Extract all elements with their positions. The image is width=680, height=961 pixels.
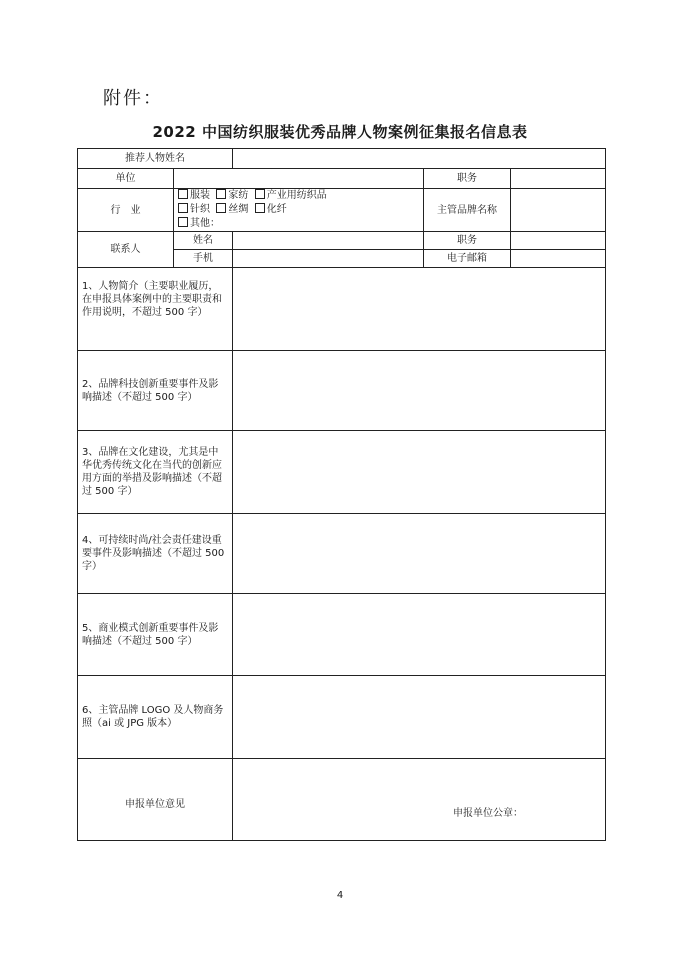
field-mobile[interactable]: [233, 250, 424, 268]
row-q1: [78, 268, 606, 351]
label-q5: 5、商业模式创新重要事件及影响描述（不超过 500 字）: [78, 594, 233, 676]
label-mobile: 手机: [174, 250, 233, 268]
attachment-label: 附件：: [103, 88, 163, 109]
registration-form-table: [77, 148, 606, 841]
field-q2[interactable]: [233, 351, 606, 431]
checkbox-icon: [178, 217, 188, 227]
field-q6[interactable]: [233, 676, 606, 759]
field-unit[interactable]: [174, 169, 424, 189]
option-label: 家纺: [228, 190, 249, 201]
row-nominee-name: [78, 149, 606, 169]
label-contact: 联系人: [78, 232, 174, 268]
label-q1: 1、人物简介（主要职业履历，在申报具体案例中的主要职责和作用说明，不超过 500 字）: [78, 268, 233, 351]
label-opinion: 申报单位意见: [78, 759, 233, 841]
label-nominee-name: 推荐人物姓名: [78, 149, 233, 169]
row-contact-name: [78, 232, 606, 250]
checkbox-silk[interactable]: [216, 204, 248, 215]
field-email[interactable]: [511, 250, 606, 268]
checkbox-icon: [178, 189, 188, 199]
option-label: 化纤: [266, 204, 287, 215]
checkbox-icon: [255, 203, 265, 213]
label-name: 姓名: [174, 232, 233, 250]
row-q2: [78, 351, 606, 431]
field-q3[interactable]: [233, 431, 606, 514]
field-brand-name[interactable]: [511, 189, 606, 232]
checkbox-icon: [178, 203, 188, 213]
field-nominee-name[interactable]: [233, 149, 606, 169]
option-label: 其他：: [190, 218, 220, 229]
row-unit: [78, 169, 606, 189]
field-contact-name[interactable]: [233, 232, 424, 250]
field-position[interactable]: [511, 169, 606, 189]
checkbox-icon: [216, 203, 226, 213]
checkbox-industrial-textiles[interactable]: [255, 190, 327, 201]
label-q6: 6、主管品牌 LOGO 及人物商务照（ai 或 JPG 版本）: [78, 676, 233, 759]
row-opinion: [78, 759, 606, 841]
checkbox-home-textiles[interactable]: [216, 190, 248, 201]
field-q5[interactable]: [233, 594, 606, 676]
row-q4: [78, 514, 606, 594]
option-label: 针织: [190, 204, 210, 215]
row-industry: [78, 189, 606, 232]
label-q3: 3、品牌在文化建设，尤其是中华优秀传统文化在当代的创新应用方面的举措及影响描述（不超过 500 字）: [78, 431, 233, 514]
field-contact-position[interactable]: [511, 232, 606, 250]
label-email: 电子邮箱: [424, 250, 511, 268]
label-q4: 4、可持续时尚/社会责任建设重要事件及影响描述（不超过 500 字）: [78, 514, 233, 594]
checkbox-knitting[interactable]: [178, 204, 210, 215]
industry-options: [174, 189, 424, 232]
label-brand-name: 主管品牌名称: [424, 189, 511, 232]
checkbox-chemical-fiber[interactable]: [255, 204, 287, 215]
option-label: 丝绸: [228, 204, 249, 215]
label-q2: 2、品牌科技创新重要事件及影响描述（不超过 500 字）: [78, 351, 233, 431]
label-position: 职务: [424, 169, 511, 189]
row-q5: [78, 594, 606, 676]
checkbox-icon: [216, 189, 226, 199]
label-contact-position: 职务: [424, 232, 511, 250]
page-number: 4: [336, 890, 344, 901]
option-label: 产业用纺织品: [266, 190, 327, 201]
option-label: 服装: [190, 190, 210, 201]
checkbox-apparel[interactable]: [178, 190, 210, 201]
field-q4[interactable]: [233, 514, 606, 594]
row-q6: [78, 676, 606, 759]
checkbox-other[interactable]: [178, 218, 220, 229]
checkbox-icon: [255, 189, 265, 199]
page-title: 2022 中国纺织服装优秀品牌人物案例征集报名信息表: [152, 123, 528, 141]
field-opinion[interactable]: [233, 759, 606, 841]
label-unit: 单位: [78, 169, 174, 189]
label-industry: 行 业: [78, 189, 174, 232]
row-q3: [78, 431, 606, 514]
field-q1[interactable]: [233, 268, 606, 351]
seal-label: 申报单位公章：: [453, 808, 523, 819]
